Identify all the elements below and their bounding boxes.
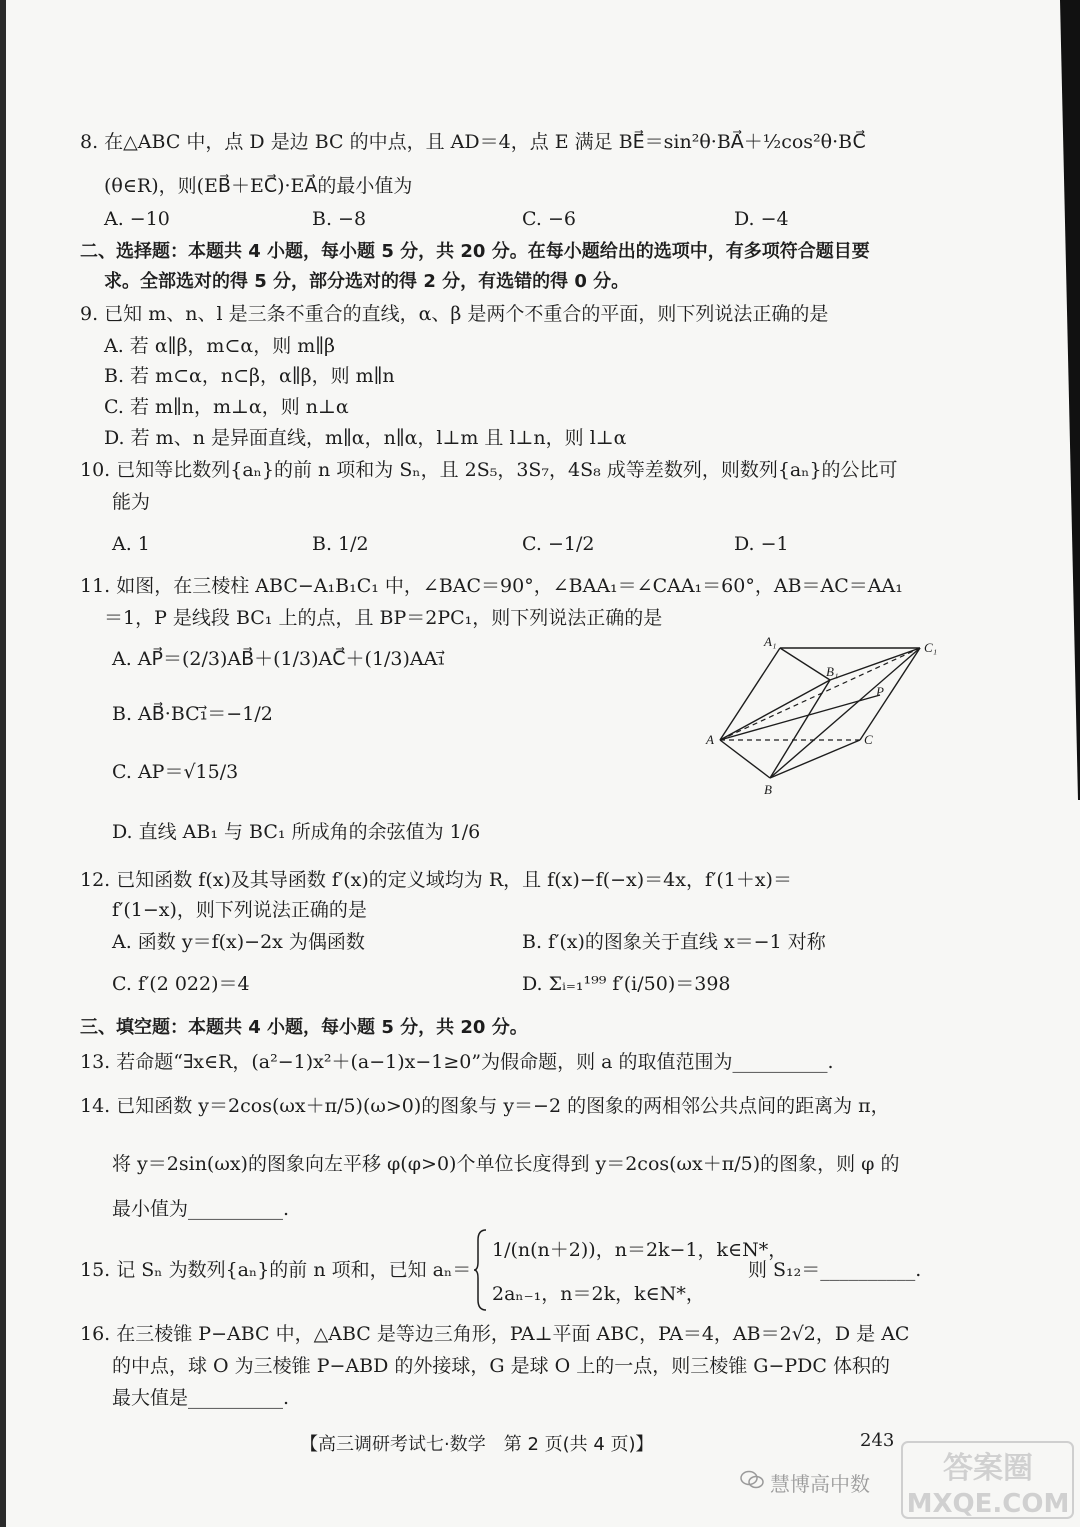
q15-tail: 则 S₁₂＝__________.: [748, 1259, 922, 1281]
q15-case2: 2aₙ₋₁，n＝2k，k∈N*，: [492, 1283, 705, 1305]
label-a1: A₁: [764, 634, 777, 649]
q12-option-c: C. f′(2 022)＝4: [112, 973, 250, 995]
prism-figure: [700, 630, 950, 800]
watermark-logo-top: 答案圈: [943, 1451, 1033, 1486]
q9-stem: 9. 已知 m、n、l 是三条不重合的直线，α、β 是两个不重合的平面，则下列说法正确的是: [80, 303, 829, 325]
label-a: A: [706, 732, 714, 747]
section3-heading: 三、填空题：本题共 4 小题，每小题 5 分，共 20 分。: [80, 1017, 528, 1038]
q12-option-b: B. f′(x)的图象关于直线 x＝−1 对称: [522, 931, 826, 953]
label-b: B: [764, 782, 772, 797]
q11-option-a: A. AP⃗＝(2/3)AB⃗＋(1/3)AC⃗＋(1/3)AA₁⃗: [112, 648, 445, 670]
q12-line1: 12. 已知函数 f(x)及其导函数 f′(x)的定义域均为 R，且 f(x)−f(−x)＝4x，f′(1＋x)＝: [80, 869, 792, 891]
label-b1: B₁: [826, 664, 839, 679]
binding-edge: [0, 0, 6, 1527]
q12-line2: f′(1−x)，则下列说法正确的是: [112, 899, 367, 921]
q13-text: 13. 若命题“∃x∈R，(a²−1)x²＋(a−1)x−1≥0”为假命题，则 a 的取值范围为__________.: [80, 1051, 834, 1073]
q15-lead: 15. 记 Sₙ 为数列{aₙ}的前 n 项和，已知 aₙ＝: [80, 1259, 472, 1281]
q8-option-c: C. −6: [522, 208, 576, 230]
q11-option-d: D. 直线 AB₁ 与 BC₁ 所成角的余弦值为 1/6: [112, 821, 481, 843]
q9-option-d: D. 若 m、n 是异面直线，m∥α，n∥α，l⊥m 且 l⊥n，则 l⊥α: [104, 427, 627, 449]
q8-line1: 8. 在△ABC 中，点 D 是边 BC 的中点，且 AD＝4，点 E 满足 BE⃗＝sin²θ·BA⃗＋½cos²θ·BC⃗: [80, 131, 866, 153]
q16-line2: 的中点，球 O 为三棱锥 P−ABD 的外接球，G 是球 O 上的一点，则三棱锥 G−PDC 体积的: [112, 1355, 890, 1377]
q9-option-a: A. 若 α∥β，m⊂α，则 m∥β: [104, 335, 336, 357]
q10-line1: 10. 已知等比数列{aₙ}的前 n 项和为 Sₙ，且 2S₅，3S₇，4S₈ 成等差数列，则数列{aₙ}的公比可: [80, 459, 898, 481]
q10-option-c: C. −1/2: [522, 533, 595, 555]
wechat-icon: [740, 1470, 764, 1490]
q11-line1: 11. 如图，在三棱柱 ABC−A₁B₁C₁ 中，∠BAC＝90°，∠BAA₁＝∠CAA₁＝60°，AB＝AC＝AA₁: [80, 575, 903, 597]
label-c: C: [864, 732, 873, 747]
label-p: P: [876, 684, 884, 699]
q14-line2: 将 y＝2sin(ωx)的图象向左平移 φ(φ>0)个单位长度得到 y＝2cos(ωx＋π/5)的图象，则 φ 的: [112, 1153, 900, 1175]
section2-heading-line2: 求。全部选对的得 5 分，部分选对的得 2 分，有选错的得 0 分。: [104, 271, 630, 292]
q12-option-d: D. Σᵢ₌₁¹⁹⁹ f′(i/50)＝398: [522, 973, 731, 995]
q8-option-a: A. −10: [104, 208, 170, 230]
q14-line3: 最小值为__________.: [112, 1198, 290, 1220]
q11-line2: ＝1，P 是线段 BC₁ 上的点，且 BP＝2PC₁，则下列说法正确的是: [104, 607, 663, 629]
q8-line2: (θ∈R)，则(EB⃗＋EC⃗)·EA⃗的最小值为: [104, 175, 413, 197]
q10-option-d: D. −1: [734, 533, 789, 555]
q10-option-a: A. 1: [112, 533, 150, 555]
watermark-logo: [900, 1440, 1075, 1520]
q10-option-b: B. 1/2: [312, 533, 369, 555]
q15-case1: 1/(n(n＋2))，n＝2k−1，k∈N*，: [492, 1239, 788, 1261]
q11-option-c: C. AP＝√15/3: [112, 761, 239, 783]
q16-line3: 最大值是__________.: [112, 1387, 290, 1409]
section2-heading-line1: 二、选择题：本题共 4 小题，每小题 5 分，共 20 分。在每小题给出的选项中，有多项符合题目要: [80, 241, 870, 262]
scan-shadow: [1020, 0, 1080, 1527]
q9-option-c: C. 若 m∥n，m⊥α，则 n⊥α: [104, 396, 349, 418]
page-number: 243: [860, 1430, 895, 1451]
label-c1: C₁: [924, 640, 938, 655]
q14-line1: 14. 已知函数 y＝2cos(ωx＋π/5)(ω>0)的图象与 y＝−2 的图象的两相邻公共点间的距离为 π，: [80, 1095, 890, 1117]
q9-option-b: B. 若 m⊂α，n⊂β，α∥β，则 m∥n: [104, 365, 395, 387]
q12-option-a: A. 函数 y＝f(x)−2x 为偶函数: [112, 931, 365, 953]
q10-line2: 能为: [112, 491, 151, 513]
q8-option-b: B. −8: [312, 208, 367, 230]
watermark-text: 慧博高中数: [770, 1472, 870, 1496]
q16-line1: 16. 在三棱锥 P−ABC 中，△ABC 是等边三角形，PA⊥平面 ABC，PA＝4，AB＝2√2，D 是 AC: [80, 1323, 910, 1345]
q8-option-d: D. −4: [734, 208, 789, 230]
q11-option-b: B. AB⃗·BC₁⃗＝−1/2: [112, 703, 273, 725]
page-footer: 【高三调研考试七·数学 第 2 页(共 4 页)】: [300, 1434, 654, 1455]
q15-brace: [474, 1228, 488, 1312]
watermark-logo-bottom: MXQE.COM: [906, 1489, 1070, 1519]
